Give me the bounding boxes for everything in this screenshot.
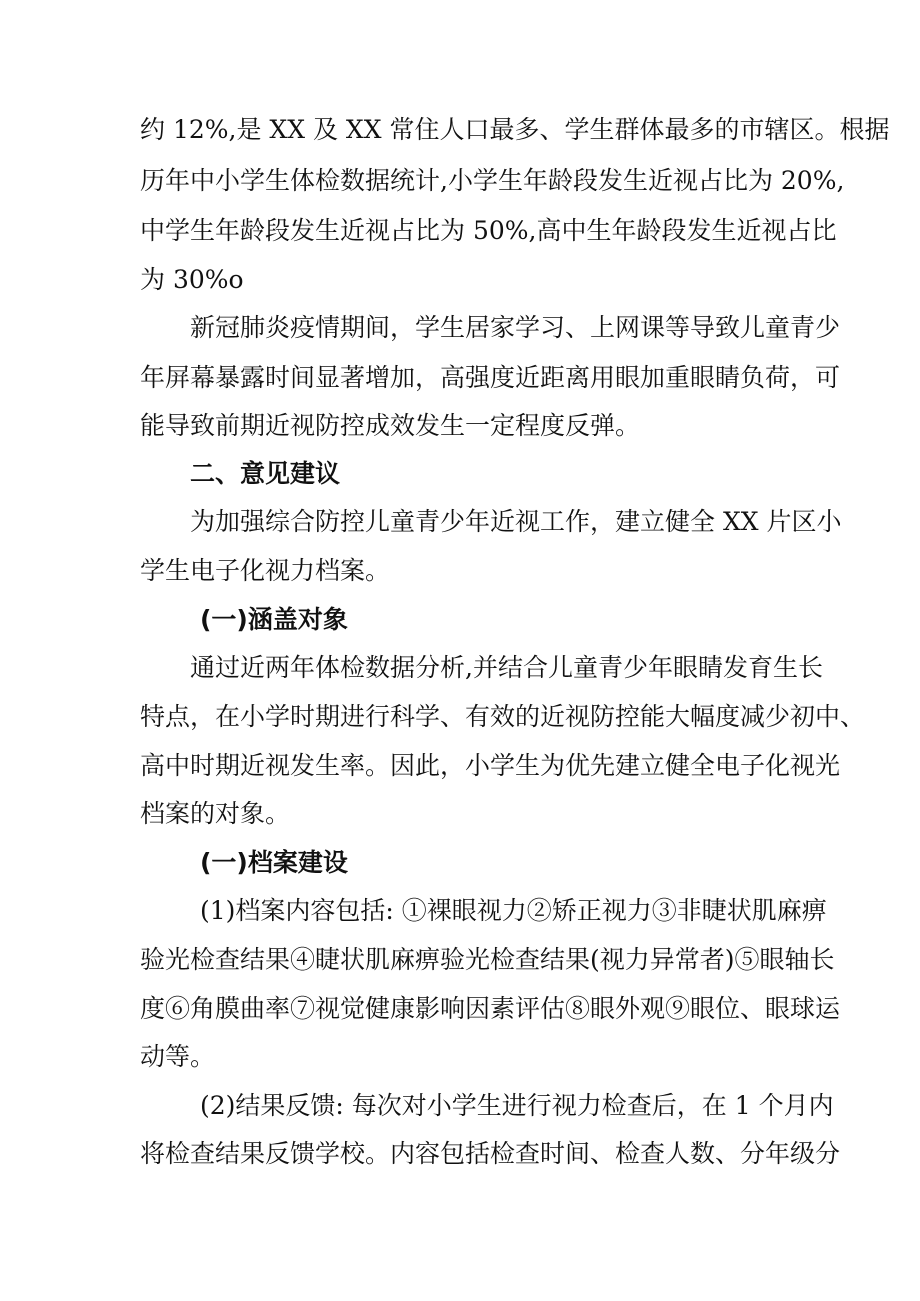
paragraph-line: 为加强综合防控儿童青少年近视工作，建立健全 XX 片区小	[190, 507, 842, 536]
paragraph-line: 能导致前期近视防控成效发生一定程度反弹。	[140, 411, 641, 440]
paragraph-line: 学生电子化视力档案。	[140, 556, 391, 585]
paragraph-line: 中学生年龄段发生近视占比为 50%,高中生年龄段发生近视占比	[140, 216, 837, 245]
paragraph-line: 特点，在小学时期进行科学、有效的近视防控能大幅度减少初中、	[140, 702, 866, 731]
paragraph-line: 约 12%,是 XX 及 XX 常住人口最多、学生群体最多的市辖区。根据	[140, 115, 890, 144]
paragraph-line: 新冠肺炎疫情期间，学生居家学习、上网课等导致儿童青少	[190, 313, 841, 342]
paragraph-line: 高中时期近视发生率。因此，小学生为优先建立健全电子化视光	[140, 751, 841, 780]
paragraph-line: 历年中小学生体检数据统计,小学生年龄段发生近视占比为 20%,	[140, 166, 845, 195]
subsection-heading: (一)档案建设	[200, 848, 348, 877]
paragraph-line: 档案的对象。	[140, 799, 291, 828]
section-heading: 二、意见建议	[190, 459, 341, 488]
paragraph-line: 将检查结果反馈学校。内容包括检查时间、检查人数、分年级分	[140, 1139, 841, 1168]
paragraph-line: 动等。	[140, 1042, 216, 1071]
paragraph-line: 度⑥角膜曲率⑦视觉健康影响因素评估⑧眼外观⑨眼位、眼球运	[140, 994, 841, 1023]
paragraph-line: (2)结果反馈: 每次对小学生进行视力检查后，在 1 个月内	[200, 1091, 834, 1120]
paragraph-line: 通过近两年体检数据分析,并结合儿童青少年眼睛发育生长	[190, 653, 823, 682]
paragraph-line: 为 30%o	[140, 265, 244, 294]
paragraph-line: (1)档案内容包括: ①裸眼视力②矫正视力③非睫状肌麻痹	[200, 896, 827, 925]
paragraph-line: 年屏幕暴露时间显著增加，高强度近距离用眼加重眼睛负荷，可	[140, 363, 841, 392]
paragraph-line: 验光检查结果④睫状肌麻痹验光检查结果(视力异常者)⑤眼轴长	[140, 945, 835, 974]
subsection-heading: (一)涵盖对象	[200, 605, 348, 634]
